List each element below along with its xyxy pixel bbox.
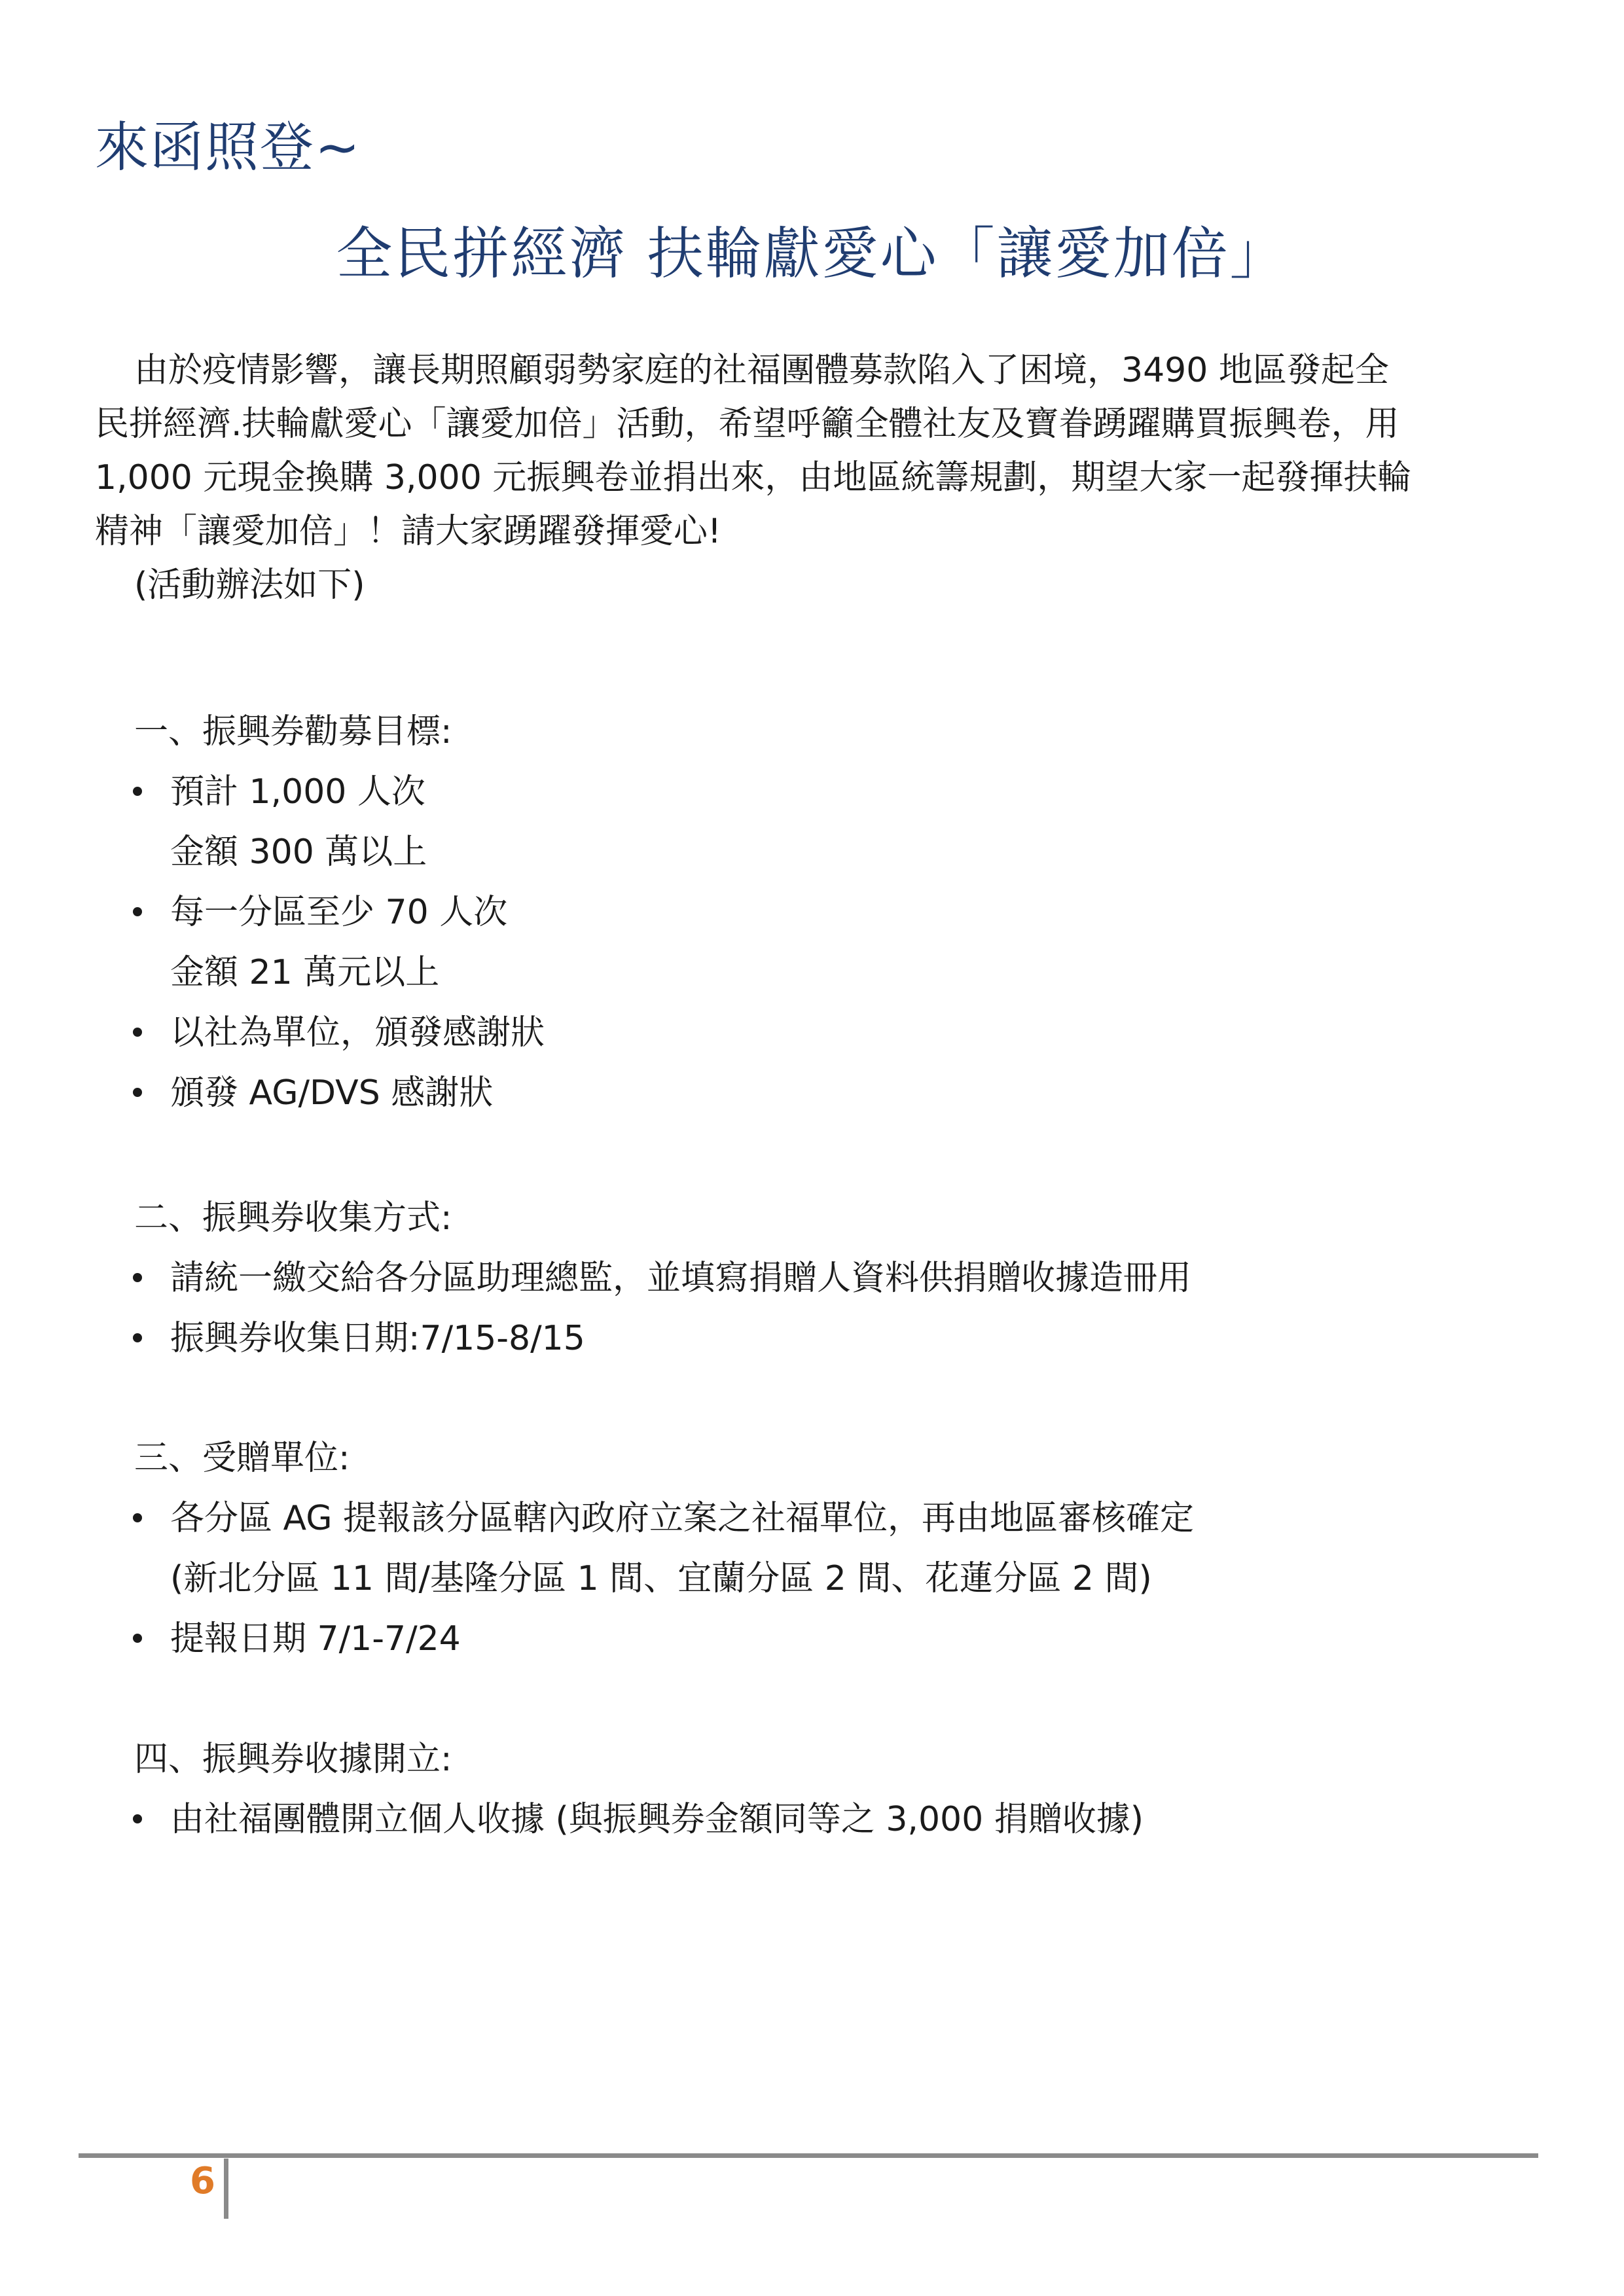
bullet-list [95, 1248, 1555, 1369]
bullet-icon [133, 1333, 142, 1342]
item-text: 提報日期 7/1-7/24 [170, 1619, 461, 1659]
item-text: 由社福團體開立個人收據 (與振興券金額同等之 3,000 捐贈收據) [170, 1800, 1144, 1839]
list-item [95, 1488, 1555, 1609]
section-heading: 一、振興券勸募目標: [134, 712, 452, 751]
bullet-icon [133, 1634, 142, 1643]
list-item [95, 1789, 1555, 1850]
bullet-icon [133, 787, 142, 796]
footer-rule [79, 2153, 1538, 2158]
intro-line: 1,000 元現金換購 3,000 元振興卷並捐出來，由地區統籌規劃，期望大家一起發揮扶輪 [95, 458, 1412, 497]
bullet-icon [133, 1273, 142, 1282]
item-text: 每一分區至少 70 人次 [170, 893, 508, 932]
item-text: 請統一繳交給各分區助理總監，並填寫捐贈人資料供捐贈收據造冊用 [170, 1259, 1192, 1298]
bullet-icon [133, 1088, 142, 1097]
item-subtext: (新北分區 11 間/基隆分區 1 間、宜蘭分區 2 間、花蓮分區 2 間) [170, 1559, 1152, 1598]
section-receipt-issuance [95, 1729, 1555, 1850]
item-text: 各分區 AG 提報該分區轄內政府立案之社福單位，再由地區審核確定 [170, 1499, 1195, 1538]
bullet-list [95, 1789, 1555, 1850]
intro-line: 民拼經濟.扶輪獻愛心「讓愛加倍」活動，希望呼籲全體社友及寶眷踴躍購買振興卷，用 [95, 404, 1399, 444]
item-text: 頒發 AG/DVS 感謝狀 [170, 1073, 494, 1113]
list-item [95, 1248, 1555, 1308]
footer-divider [224, 2159, 228, 2219]
bullet-icon [133, 907, 142, 916]
list-item [95, 762, 1555, 882]
document-title: 全民拼經濟 扶輪獻愛心「讓愛加倍」 [336, 221, 1288, 287]
bullet-list [95, 1488, 1555, 1669]
item-subtext: 金額 21 萬元以上 [170, 953, 440, 992]
item-text: 振興券收集日期:7/15-8/15 [170, 1319, 585, 1358]
intro-line: 由於疫情影響，讓長期照顧弱勢家庭的社福團體募款陷入了困境，3490 地區發起全 [134, 351, 1389, 390]
item-text: 預計 1,000 人次 [170, 772, 425, 812]
section-collection-method [95, 1188, 1555, 1369]
list-item [95, 1609, 1555, 1669]
bullet-icon [133, 1028, 142, 1037]
section-recipients [95, 1428, 1555, 1669]
bullet-icon [133, 1513, 142, 1522]
section-heading: 三、受贈單位: [134, 1439, 350, 1478]
item-subtext: 金額 300 萬以上 [170, 833, 427, 872]
section-heading: 二、振興券收集方式: [134, 1198, 452, 1238]
intro-paragraph [95, 344, 1555, 612]
section-heading: 四、振興券收據開立: [134, 1740, 452, 1779]
bullet-icon [133, 1814, 142, 1823]
page-number: 6 [190, 2160, 215, 2202]
item-text: 以社為單位，頒發感謝狀 [170, 1013, 545, 1052]
header-text: 來函照登~ [95, 117, 361, 179]
list-item [95, 882, 1555, 1003]
section-fundraising-goal [95, 702, 1555, 1123]
list-item [95, 1063, 1555, 1123]
intro-line: 精神「讓愛加倍」！請大家踴躍發揮愛心! [95, 512, 721, 551]
intro-note: (活動辦法如下) [134, 565, 365, 605]
bullet-list [95, 762, 1555, 1123]
list-item [95, 1003, 1555, 1063]
list-item [95, 1308, 1555, 1369]
